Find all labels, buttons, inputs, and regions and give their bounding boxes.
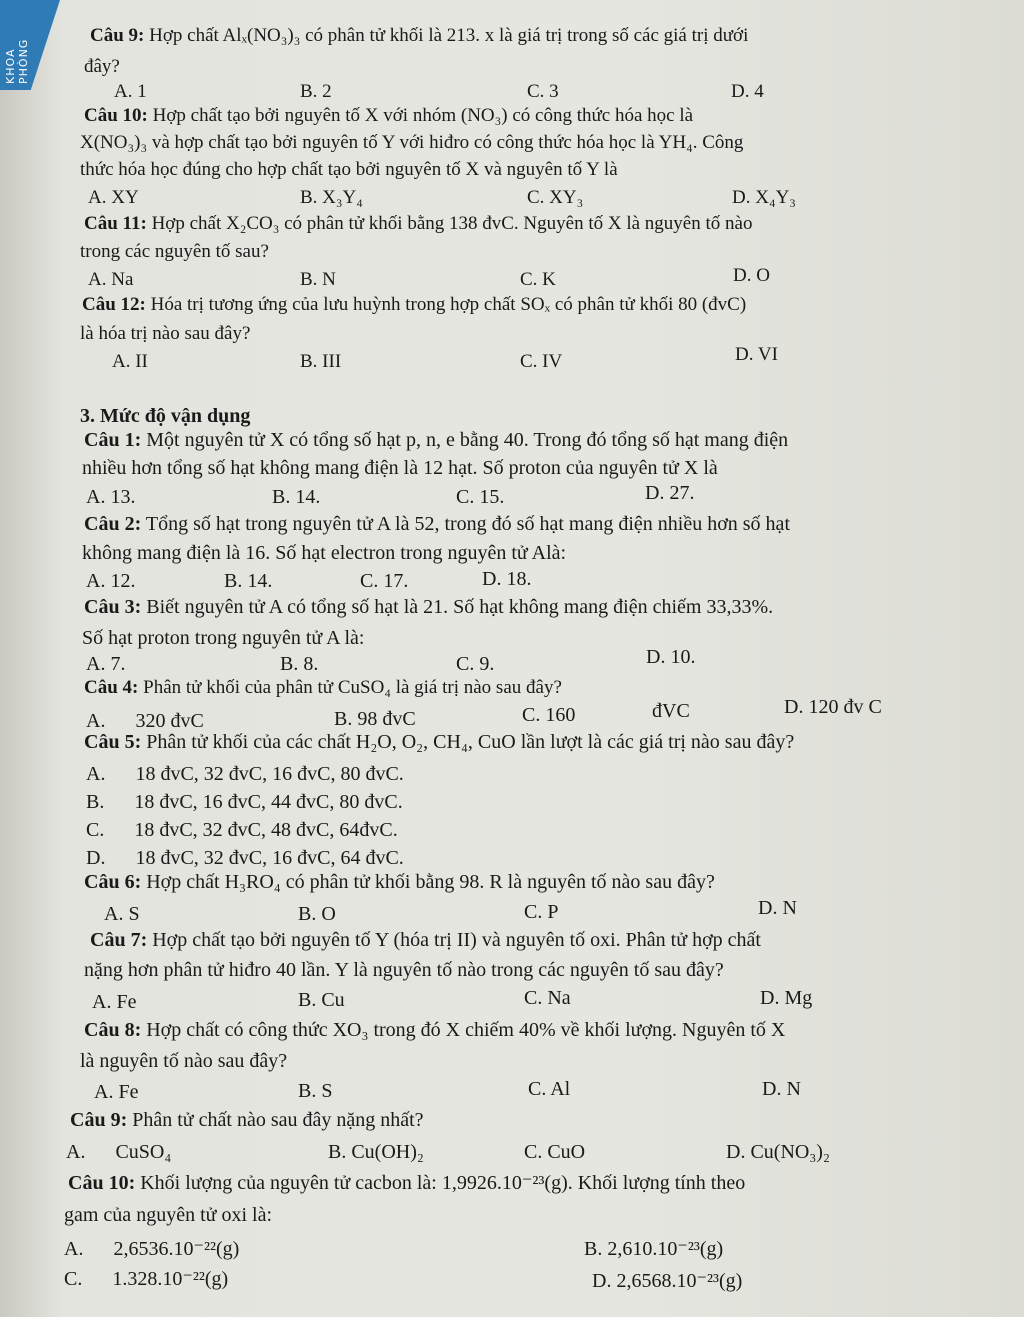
b6-opt-a: A. S (104, 903, 140, 925)
b5-stem-1: Câu 5: Phân tử khối của các chất H₂O, O₂, CH₄, CuO lần lượt là các giá trị nào sau đây? (84, 731, 795, 753)
b4-opt-c-unit: đVC (652, 700, 690, 722)
q10a-opt-a: A. XY (88, 187, 139, 208)
q12a-opt-b: B. III (300, 351, 342, 372)
q10a-stem-3: thức hóa học đúng cho hợp chất tạo bởi nguyên tố X và nguyên tố Y là (80, 159, 618, 180)
b7-opt-b: B. Cu (298, 989, 345, 1011)
b10-stem-1: Câu 10: Khối lượng của nguyên tử cacbon là: 1,9926.10⁻²³(g). Khối lượng tính theo (68, 1172, 746, 1194)
b3-opt-c: C. 9. (456, 653, 495, 675)
b10-stem-2: gam của nguyên tử oxi là: (64, 1204, 273, 1226)
q9a-opt-a: A. 1 (114, 81, 147, 102)
b9-opt-c: C. CuO (524, 1141, 586, 1163)
b7-opt-a: A. Fe (92, 991, 137, 1013)
q9a-opt-c: C. 3 (527, 81, 559, 102)
q11a-opt-b: B. N (300, 269, 336, 290)
q11a-stem-2: trong các nguyên tố sau? (80, 241, 269, 262)
b5-opt-c: C. 18 đvC, 32 đvC, 48 đvC, 64đvC. (86, 819, 398, 841)
b2-opt-a: A. 12. (86, 570, 136, 592)
b9-opt-a: A. CuSO₄ (66, 1141, 172, 1163)
b10-opt-d: D. 2,6568.10⁻²³(g) (592, 1270, 743, 1292)
b3-stem-2: Số hạt proton trong nguyên tử A là: (82, 627, 365, 649)
b1-opt-c: C. 15. (456, 486, 505, 508)
q10a-stem-2: X(NO₃)₃ và hợp chất tạo bởi nguyên tố Y với hiđro có công thức hóa học là YH₄. Công (80, 132, 744, 153)
b9-opt-b: B. Cu(OH)₂ (328, 1141, 424, 1163)
b2-stem-1: Câu 2: Tổng số hạt trong nguyên tử A là 52, trong đó số hạt mang điện nhiều hơn số hạt (84, 513, 790, 535)
b1-opt-d: D. 27. (645, 482, 695, 504)
spine-label: KHOA PHÒNG (4, 38, 30, 84)
b4-opt-b: B. 98 đvC (334, 708, 416, 730)
b3-opt-d: D. 10. (646, 646, 696, 668)
b1-stem-1: Câu 1: Một nguyên tử X có tổng số hạt p, n, e bằng 40. Trong đó tổng số hạt mang điện (84, 429, 789, 451)
b2-stem-2: không mang điện là 16. Số hạt electron trong nguyên tử Alà: (82, 542, 567, 564)
q11a-opt-a: A. Na (88, 269, 134, 290)
b5-opt-a: A. 18 đvC, 32 đvC, 16 đvC, 80 đvC. (86, 763, 404, 785)
q10a-opt-b: B. X₃Y₄ (300, 187, 363, 208)
b10-opt-b: B. 2,610.10⁻²³(g) (584, 1238, 724, 1260)
q9a-stem-2: đây? (84, 56, 120, 77)
b8-opt-c: C. Al (528, 1078, 571, 1100)
b6-stem-1: Câu 6: Hợp chất H₃RO₄ có phân tử khối bằng 98. R là nguyên tố nào sau đây? (84, 871, 715, 893)
q10a-opt-d: D. X₄Y₃ (732, 187, 796, 208)
b4-opt-d: D. 120 đv C (784, 696, 882, 718)
section-heading: 3. Mức độ vận dụng (80, 405, 251, 427)
b5-opt-d: D. 18 đvC, 32 đvC, 16 đvC, 64 đvC. (86, 847, 404, 869)
b10-opt-c: C. 1.328.10⁻²²(g) (64, 1268, 229, 1290)
b7-opt-d: D. Mg (760, 987, 813, 1009)
q10a-stem-1: Câu 10: Hợp chất tạo bởi nguyên tố X với nhóm (NO₃) có công thức hóa học là (84, 105, 694, 126)
b2-opt-d: D. 18. (482, 568, 532, 590)
b3-stem-1: Câu 3: Biết nguyên tử A có tổng số hạt là 21. Số hạt không mang điện chiếm 33,33%. (84, 596, 774, 618)
q11a-stem-1: Câu 11: Hợp chất X₂CO₃ có phân tử khối bằng 138 đvC. Nguyên tố X là nguyên tố nào (84, 213, 753, 234)
b5-opt-b: B. 18 đvC, 16 đvC, 44 đvC, 80 đvC. (86, 791, 403, 813)
b6-opt-b: B. O (298, 903, 336, 925)
b8-stem-2: là nguyên tố nào sau đây? (80, 1050, 288, 1072)
q12a-opt-c: C. IV (520, 351, 563, 372)
b7-opt-c: C. Na (524, 987, 571, 1009)
b7-stem-2: nặng hơn phân tử hiđro 40 lần. Y là nguyên tố nào trong các nguyên tố sau đây? (84, 959, 724, 981)
b9-opt-d: D. Cu(NO₃)₂ (726, 1141, 830, 1163)
b8-opt-b: B. S (298, 1080, 333, 1102)
b1-stem-2: nhiều hơn tổng số hạt không mang điện là 12 hạt. Số proton của nguyên tử X là (82, 457, 718, 479)
q12a-opt-d: D. VI (735, 344, 778, 365)
b3-opt-b: B. 8. (280, 653, 319, 675)
q10a-opt-c: C. XY₃ (527, 187, 584, 208)
b8-opt-a: A. Fe (94, 1081, 139, 1103)
q9a-stem-1: Câu 9: Hợp chất Alₓ(NO₃)₃ có phân tử khối là 213. x là giá trị trong số các giá trị dưới (90, 25, 749, 46)
q12a-stem-2: là hóa trị nào sau đây? (80, 323, 251, 344)
q11a-opt-d: D. O (733, 265, 770, 286)
b2-opt-b: B. 14. (224, 570, 273, 592)
b3-opt-a: A. 7. (86, 653, 126, 675)
q9a-opt-d: D. 4 (731, 81, 764, 102)
q12a-opt-a: A. II (112, 351, 148, 372)
b9-stem-1: Câu 9: Phân tử chất nào sau đây nặng nhất? (70, 1109, 424, 1131)
b1-opt-a: A. 13. (86, 486, 136, 508)
b1-opt-b: B. 14. (272, 486, 321, 508)
q9a-opt-b: B. 2 (300, 81, 332, 102)
b10-opt-a: A. 2,6536.10⁻²²(g) (64, 1238, 240, 1260)
q11a-opt-c: C. K (520, 269, 556, 290)
b4-opt-c: C. 160 (522, 704, 576, 726)
q12a-stem-1: Câu 12: Hóa trị tương ứng của lưu huỳnh trong hợp chất SOₓ có phân tử khối 80 (đvC) (82, 294, 747, 315)
b2-opt-c: C. 17. (360, 570, 409, 592)
b4-opt-a: A. 320 đvC (86, 710, 204, 732)
b6-opt-c: C. P (524, 901, 559, 923)
b8-opt-d: D. N (762, 1078, 801, 1100)
b6-opt-d: D. N (758, 897, 797, 919)
b7-stem-1: Câu 7: Hợp chất tạo bởi nguyên tố Y (hóa trị II) và nguyên tố oxi. Phân tử hợp chất (90, 929, 761, 951)
b8-stem-1: Câu 8: Hợp chất có công thức XO₃ trong đó X chiếm 40% về khối lượng. Nguyên tố X (84, 1019, 786, 1041)
b4-stem-1: Câu 4: Phân tử khối của phân tử CuSO₄ là giá trị nào sau đây? (84, 677, 562, 698)
